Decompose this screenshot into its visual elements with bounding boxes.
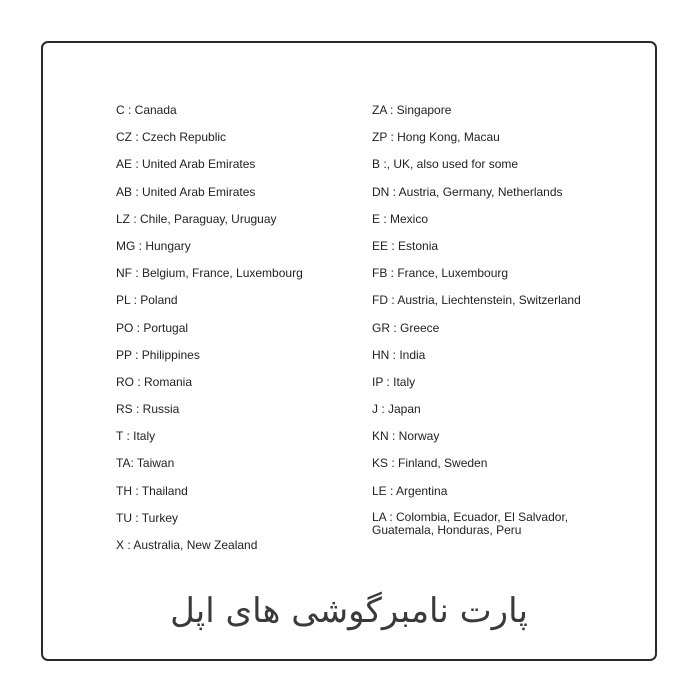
- region-code-item: LA : Colombia, Ecuador, El Salvador, Guatemala, Honduras, Peru: [372, 509, 569, 537]
- region-code-item: PP : Philippines: [116, 347, 200, 362]
- region-code-item: AB : United Arab Emirates: [116, 184, 256, 199]
- region-code-list-left: [116, 103, 366, 565]
- region-code-item: AE : United Arab Emirates: [116, 157, 256, 172]
- region-code-item: CZ : Czech Republic: [116, 130, 227, 145]
- region-code-item: MG : Hungary: [116, 238, 191, 253]
- region-code-item: LZ : Chile, Paraguay, Uruguay: [116, 211, 277, 226]
- region-code-item: RS : Russia: [116, 402, 180, 417]
- footer-title: پارت نامبرگوشی های اپل: [170, 591, 528, 631]
- region-code-item: EE : Estonia: [372, 238, 439, 253]
- region-code-item: LE : Argentina: [372, 483, 448, 498]
- region-code-item: B :, UK, also used for some: [372, 157, 519, 172]
- region-code-item: J : Japan: [372, 402, 421, 417]
- region-code-item: HN : India: [372, 347, 426, 362]
- region-code-item: T : Italy: [116, 429, 156, 444]
- region-code-item: FB : France, Luxembourg: [372, 266, 509, 281]
- region-code-list-right: [372, 103, 612, 538]
- region-code-item: GR : Greece: [372, 320, 440, 335]
- region-code-card: [41, 41, 657, 661]
- region-code-item: FD : Austria, Liechtenstein, Switzerland: [372, 293, 581, 308]
- region-code-item: C : Canada: [116, 103, 177, 117]
- region-code-item: KN : Norway: [372, 429, 440, 444]
- region-code-item: TA: Taiwan: [116, 456, 175, 471]
- region-code-item: ZA : Singapore: [372, 103, 452, 117]
- region-code-item: TH : Thailand: [116, 483, 188, 498]
- region-code-item: IP : Italy: [372, 374, 416, 389]
- region-code-item: NF : Belgium, France, Luxembourg: [116, 266, 303, 281]
- region-code-item: X : Australia, New Zealand: [116, 538, 258, 552]
- region-code-item: E : Mexico: [372, 211, 429, 226]
- region-code-item: KS : Finland, Sweden: [372, 456, 488, 471]
- region-code-item: PL : Poland: [116, 293, 178, 308]
- region-code-item: PO : Portugal: [116, 320, 189, 335]
- region-code-item: TU : Turkey: [116, 510, 179, 525]
- region-code-item: DN : Austria, Germany, Netherlands: [372, 184, 563, 199]
- region-code-item: ZP : Hong Kong, Macau: [372, 130, 500, 145]
- region-code-item: RO : Romania: [116, 374, 193, 389]
